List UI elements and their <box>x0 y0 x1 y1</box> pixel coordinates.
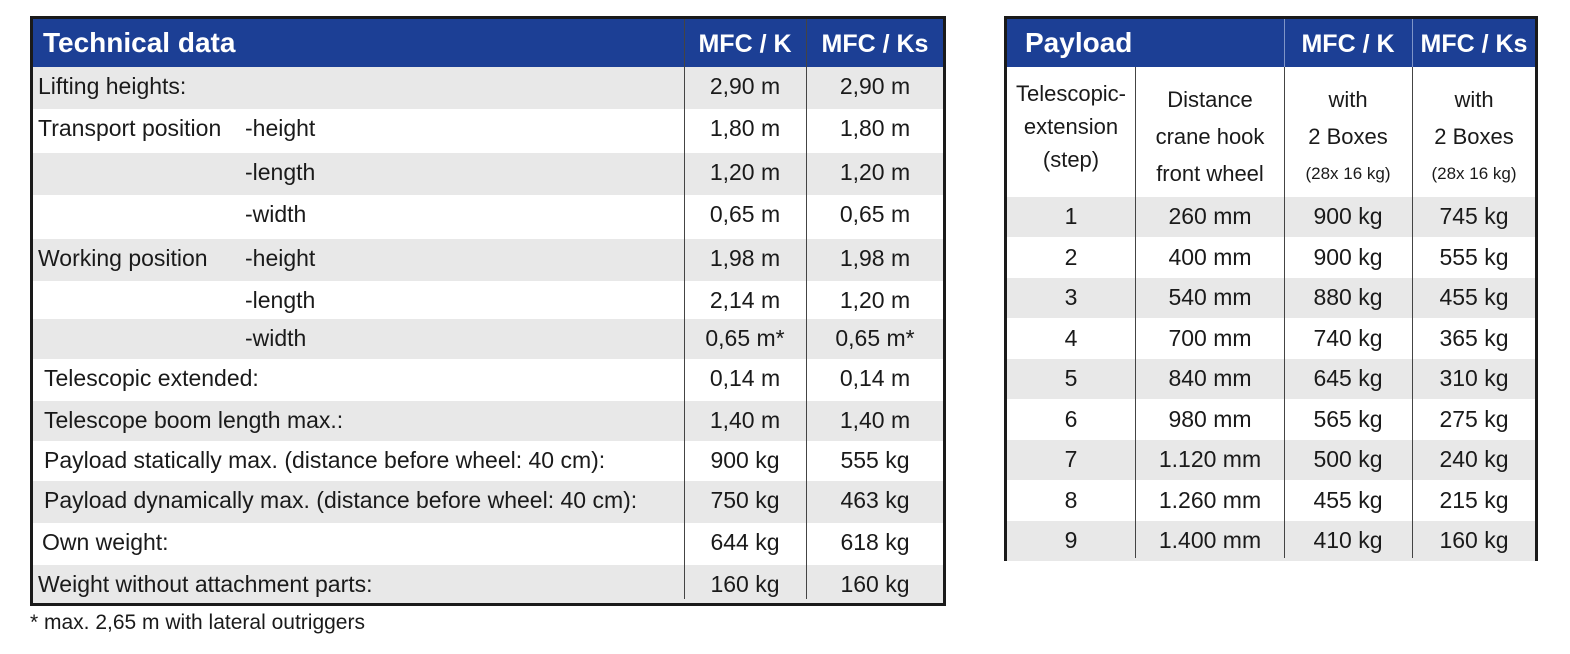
row-label: Payload dynamically max. (distance before wheel: 40 cm): <box>44 487 638 513</box>
value-mfc-k: 2,14 m <box>709 287 781 313</box>
row-label: Weight without attachment parts: <box>38 571 373 597</box>
column-header-mfc-ks: MFC / Ks <box>1420 30 1528 58</box>
column-divider <box>806 19 807 599</box>
row-label: Payload statically max. (distance before wheel: 40 cm): <box>44 447 606 473</box>
value-mfc-ks: 555 kg <box>840 447 910 473</box>
table-row <box>1007 238 1535 278</box>
table-row <box>1007 481 1535 521</box>
value-mfc-k: 0,65 m <box>709 201 781 227</box>
value-mfc-k: 0,14 m <box>709 365 781 391</box>
cell-step: 9 <box>1064 527 1078 553</box>
column-divider <box>1284 67 1285 558</box>
payload-header <box>1007 19 1535 67</box>
cell-mfc-ks: 240 kg <box>1439 446 1509 472</box>
subheader-mfc-k: with 2 Boxes (28x 16 kg) <box>1305 87 1391 183</box>
value-mfc-ks: 0,65 m* <box>835 325 915 351</box>
header-divider <box>1412 19 1413 67</box>
row-sublabel: -height <box>245 115 316 141</box>
column-header-mfc-k: MFC / K <box>698 30 792 58</box>
header-divider <box>1284 19 1285 67</box>
value-mfc-ks: 1,20 m <box>839 159 911 185</box>
cell-distance: 1.260 mm <box>1158 486 1262 513</box>
cell-distance: 1.120 mm <box>1158 446 1262 472</box>
cell-step: 2 <box>1064 243 1078 270</box>
value-mfc-k: 1,20 m <box>709 159 781 185</box>
cell-mfc-ks: 745 kg <box>1439 203 1509 229</box>
value-mfc-k: 644 kg <box>710 529 780 555</box>
value-mfc-ks: 2,90 m <box>839 73 911 99</box>
subheader-distance: Distance crane hook front wheel <box>1155 87 1265 186</box>
value-mfc-k: 160 kg <box>710 571 780 597</box>
row-label: Telescope boom length max.: <box>44 407 344 433</box>
row-label: Lifting heights: <box>38 73 187 99</box>
value-mfc-k: 750 kg <box>710 487 780 513</box>
technical-data-title: Technical data <box>43 27 236 58</box>
cell-distance: 540 mm <box>1168 284 1252 310</box>
value-mfc-ks: 160 kg <box>840 571 910 597</box>
table-row <box>1007 521 1535 561</box>
cell-step: 7 <box>1064 446 1078 472</box>
subheader-mfc-ks: with 2 Boxes (28x 16 kg) <box>1431 87 1517 183</box>
cell-mfc-k: 900 kg <box>1313 203 1383 229</box>
row-label: Telescopic extended: <box>44 365 259 391</box>
cell-mfc-k: 410 kg <box>1313 527 1383 553</box>
table-row <box>1007 197 1535 237</box>
column-header-mfc-ks: MFC / Ks <box>821 30 929 58</box>
cell-mfc-ks: 275 kg <box>1439 405 1509 432</box>
technical-data-table <box>30 16 946 606</box>
row-sublabel: -height <box>245 245 316 271</box>
cell-distance: 980 mm <box>1168 405 1252 432</box>
value-mfc-ks: 1,20 m <box>839 287 911 313</box>
value-mfc-k: 900 kg <box>710 447 780 473</box>
row-sublabel: -width <box>245 201 307 227</box>
value-mfc-ks: 0,14 m <box>839 365 911 391</box>
value-mfc-k: 2,90 m <box>709 73 781 99</box>
subheader-step: Telescopic- extension (step) <box>1015 81 1127 172</box>
cell-mfc-ks: 215 kg <box>1439 486 1509 513</box>
cell-step: 3 <box>1064 284 1078 310</box>
cell-mfc-k: 880 kg <box>1313 284 1383 310</box>
value-mfc-ks: 1,40 m <box>839 407 911 433</box>
cell-distance: 700 mm <box>1168 324 1252 351</box>
cell-mfc-k: 740 kg <box>1313 324 1383 351</box>
cell-mfc-ks: 160 kg <box>1439 527 1509 553</box>
cell-mfc-ks: 455 kg <box>1439 284 1509 310</box>
column-divider <box>684 19 685 599</box>
value-mfc-k: 1,80 m <box>709 115 781 141</box>
cell-mfc-k: 455 kg <box>1313 486 1383 513</box>
row-label: Own weight: <box>42 529 169 555</box>
column-divider <box>1412 67 1413 558</box>
payload-subheader <box>1007 67 1535 197</box>
cell-distance: 400 mm <box>1168 243 1252 270</box>
cell-mfc-ks: 365 kg <box>1439 324 1509 351</box>
cell-step: 5 <box>1064 365 1078 391</box>
row-label: Working position <box>38 245 208 271</box>
cell-step: 6 <box>1064 405 1078 432</box>
row-sublabel: -length <box>245 287 316 313</box>
value-mfc-ks: 618 kg <box>840 529 910 555</box>
cell-mfc-k: 900 kg <box>1313 243 1383 270</box>
table-row <box>1007 278 1535 318</box>
payload-title: Payload <box>1025 27 1133 58</box>
cell-step: 1 <box>1064 203 1078 229</box>
table-row <box>1007 400 1535 440</box>
cell-mfc-ks: 555 kg <box>1439 243 1509 270</box>
value-mfc-k: 1,98 m <box>709 245 781 271</box>
row-sublabel: -length <box>245 159 316 185</box>
payload-table <box>1004 16 1538 561</box>
table-row <box>1007 359 1535 399</box>
cell-step: 8 <box>1064 486 1078 513</box>
value-mfc-ks: 463 kg <box>840 487 910 513</box>
cell-step: 4 <box>1064 324 1078 351</box>
value-mfc-ks: 1,80 m <box>839 115 911 141</box>
cell-distance: 260 mm <box>1168 203 1252 229</box>
cell-mfc-k: 500 kg <box>1313 446 1383 472</box>
column-header-mfc-k: MFC / K <box>1301 30 1395 58</box>
row-sublabel: -width <box>245 325 307 351</box>
cell-distance: 1.400 mm <box>1158 527 1262 553</box>
value-mfc-ks: 0,65 m <box>839 201 911 227</box>
table-row <box>1007 319 1535 359</box>
cell-mfc-k: 565 kg <box>1313 405 1383 432</box>
cell-mfc-ks: 310 kg <box>1439 365 1509 391</box>
footnote: * max. 2,65 m with lateral outriggers <box>30 611 365 634</box>
cell-mfc-k: 645 kg <box>1313 365 1383 391</box>
cell-distance: 840 mm <box>1168 365 1252 391</box>
table-row <box>1007 440 1535 480</box>
row-label: Transport position <box>38 115 222 141</box>
value-mfc-ks: 1,98 m <box>839 245 911 271</box>
value-mfc-k: 0,65 m* <box>705 325 785 351</box>
value-mfc-k: 1,40 m <box>709 407 781 433</box>
column-divider <box>1135 67 1136 558</box>
